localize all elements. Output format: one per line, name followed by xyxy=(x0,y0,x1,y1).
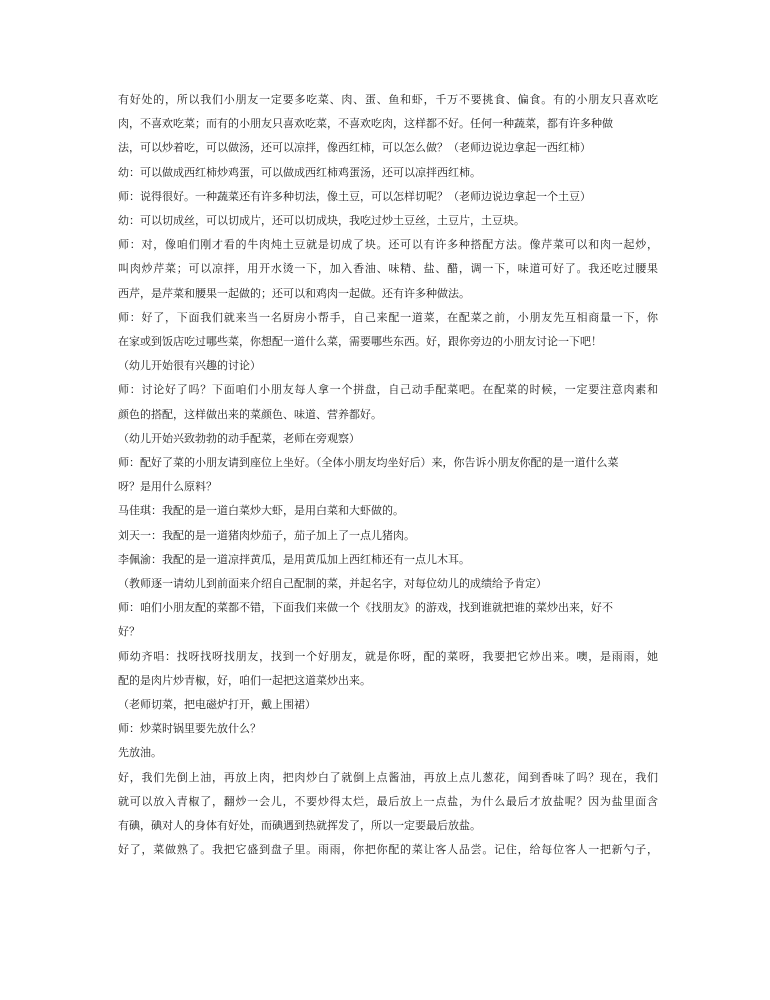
text-line: 叫肉炒芹菜；可以凉拌，用开水烫一下，加入香油、味精、盐、醋，调一下，味道可好了。我还吃过腰果 xyxy=(118,262,658,276)
text-line: 师：好了，下面我们就来当一名厨房小帮手，自己来配一道菜，在配菜之前，小朋友先互相商量一下，你 xyxy=(118,310,658,324)
text-line: 好，我们先倒上油，再放上肉，把肉炒白了就倒上点酱油，再放上点儿葱花，闻到香味了吗？现在，我们 xyxy=(118,770,658,784)
text-line: 幼：可以做成西红柿炒鸡蛋，可以做成西红柿鸡蛋汤，还可以凉拌西红柿。 xyxy=(118,165,481,179)
text-line: 师：咱们小朋友配的菜都不错，下面我们来做一个《找朋友》的游戏，找到谁就把谁的菜炒出来，好不 xyxy=(118,601,613,615)
text-line: （老师切菜，把电磁炉打开，戴上围裙） xyxy=(118,698,316,712)
text-line: 马佳琪：我配的是一道白菜炒大虾，是用白菜和大虾做的。 xyxy=(118,504,404,518)
text-line: 刘天一：我配的是一道猪肉炒茄子，茄子加上了一点儿猪肉。 xyxy=(118,528,415,542)
text-line: 李佩渝：我配的是一道凉拌黄瓜，是用黄瓜加上西红柿还有一点儿木耳。 xyxy=(118,552,470,566)
text-line: 配的是肉片炒青椒，好，咱们一起把这道菜炒出来。 xyxy=(118,673,371,687)
text-line: 师：炒菜时锅里要先放什么？ xyxy=(118,722,261,736)
text-line: 好了，菜做熟了。我把它盛到盘子里。雨雨，你把你配的菜让客人品尝。记住，给每位客人一把新勺子， xyxy=(118,843,658,857)
text-line: 就可以放入青椒了，翻炒一会儿，不要炒得太烂，最后放上一点盐，为什么最后才放盐呢？因为盐里面含 xyxy=(118,794,658,808)
text-line: 师：讨论好了吗？下面咱们小朋友每人拿一个拼盘，自己动手配菜吧。在配菜的时候，一定要注意肉素和 xyxy=(118,383,658,397)
text-line: （幼儿开始很有兴趣的讨论） xyxy=(118,359,261,373)
document-body xyxy=(118,88,658,863)
text-line: （教师逐一请幼儿到前面来介绍自己配制的菜，并起名字，对每位幼儿的成绩给予肯定） xyxy=(118,577,547,591)
text-line: 师：配好了菜的小朋友请到座位上坐好。（全体小朋友均坐好后）来，你告诉小朋友你配的是一道什么菜 xyxy=(118,456,619,470)
text-line: 师：说得很好。一种蔬菜还有许多种切法，像土豆，可以怎样切呢？（老师边说边拿起一个土豆） xyxy=(118,189,591,203)
text-line: 师：对，像咱们刚才看的牛肉炖土豆就是切成了块。还可以有许多种搭配方法。像芹菜可以和肉一起炒， xyxy=(118,238,658,252)
text-line: （幼儿开始兴致勃勃的动手配菜，老师在旁观察） xyxy=(118,431,360,445)
text-line: 先放油。 xyxy=(118,746,162,760)
text-line: 有碘，碘对人的身体有好处，而碘遇到热就挥发了，所以一定要最后放盐。 xyxy=(118,819,481,833)
text-line: 在家或到饭店吃过哪些菜，你想配一道什么菜，需要哪些东西。好，跟你旁边的小朋友讨论一下吧！ xyxy=(118,335,602,349)
text-line: 肉，不喜欢吃菜；而有的小朋友只喜欢吃菜，不喜欢吃肉，这样都不好。任何一种蔬菜，都有许多种做 xyxy=(118,117,613,131)
text-line: 法，可以炒着吃，可以做汤，还可以凉拌，像西红柿，可以怎么做？（老师边说边拿起一西红柿） xyxy=(118,141,591,155)
text-line: 有好处的，所以我们小朋友一定要多吃菜、肉、蛋、鱼和虾，千万不要挑食、偏食。有的小朋友只喜欢吃 xyxy=(118,93,658,106)
text-line: 呀？是用什么原料？ xyxy=(118,480,217,494)
text-line: 西芹，是芹菜和腰果一起做的；还可以和鸡肉一起做。还有许多种做法。 xyxy=(118,286,470,300)
text-line: 幼：可以切成丝，可以切成片，还可以切成块，我吃过炒土豆丝，土豆片，土豆块。 xyxy=(118,214,525,228)
text-line: 师幼齐唱：找呀找呀找朋友，找到一个好朋友，就是你呀，配的菜呀，我要把它炒出来。噢，是雨雨，她 xyxy=(118,649,658,663)
text-line: 颜色的搭配，这样做出来的菜颜色、味道、营养都好。 xyxy=(118,407,382,421)
text-line: 好？ xyxy=(118,625,140,639)
